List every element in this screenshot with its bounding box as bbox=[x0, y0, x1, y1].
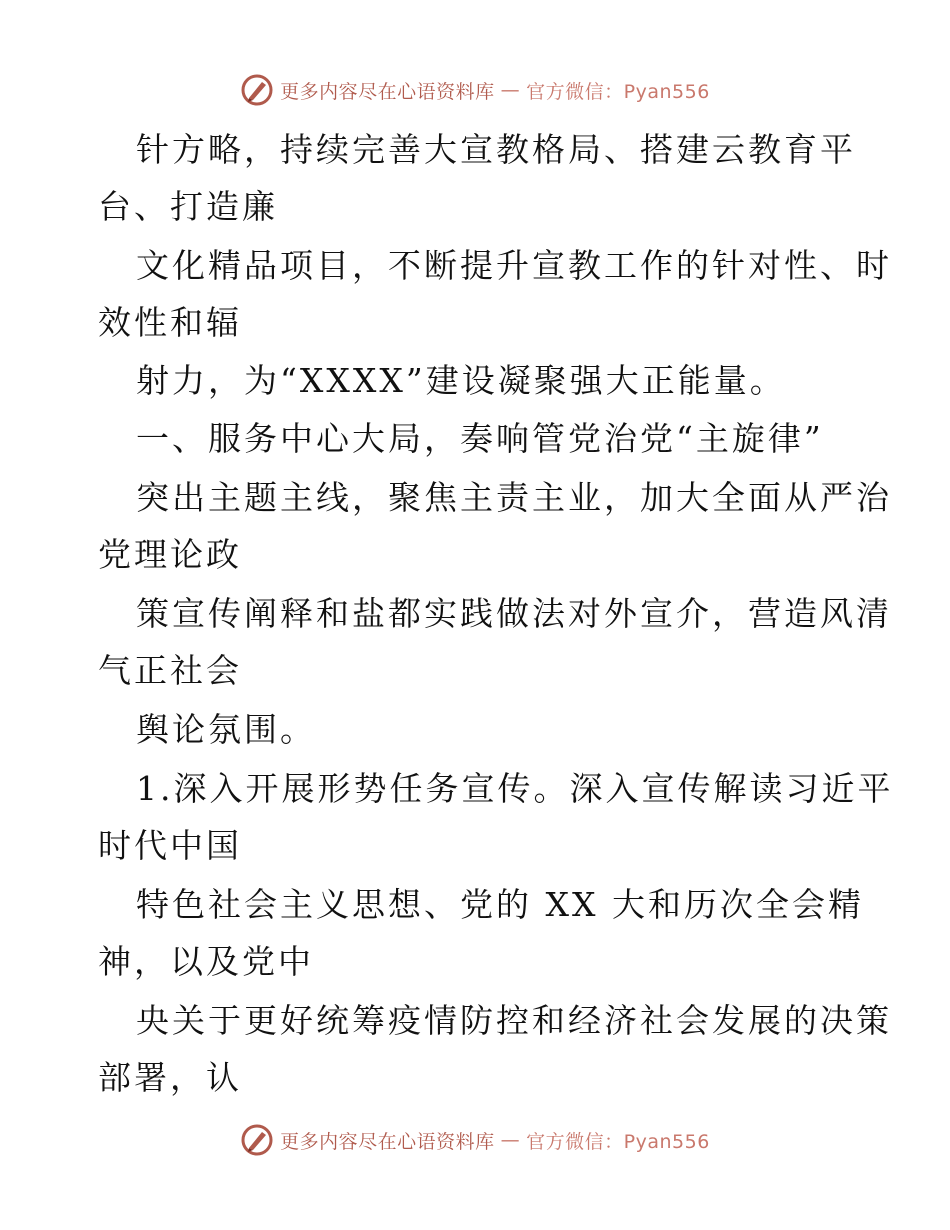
pen-circle-logo-icon bbox=[240, 1123, 274, 1157]
body-line: 射力，为“XXXX”建设凝聚强大正能量。 bbox=[136, 361, 786, 400]
watermark-wechat-text: 官方微信：Pyan556 bbox=[526, 1130, 710, 1153]
body-line: 舆论氛围。 bbox=[136, 710, 316, 749]
pen-circle-logo-icon bbox=[240, 73, 274, 107]
watermark-brand-text: 更多内容尽在心语资料库 bbox=[280, 1130, 495, 1153]
body-line: 神，以及党中 bbox=[98, 942, 314, 981]
body-line: 部署，认 bbox=[98, 1058, 242, 1097]
body-line: 针方略，持续完善大宣教格局、搭建云教育平 bbox=[136, 130, 856, 169]
body-line: 效性和辐 bbox=[98, 303, 242, 342]
watermark-brand-text: 更多内容尽在心语资料库 bbox=[280, 80, 495, 103]
body-line: 文化精品项目，不断提升宣教工作的针对性、时 bbox=[136, 246, 892, 285]
body-line: 1.深入开展形势任务宣传。深入宣传解读习近平 bbox=[136, 769, 894, 808]
section-heading: 一、服务中心大局，奏响管党治党“主旋律” bbox=[136, 419, 824, 458]
body-line: 特色社会主义思想、党的 XX 大和历次全会精 bbox=[136, 885, 864, 924]
body-line: 党理论政 bbox=[98, 535, 242, 574]
body-line: 台、打造廉 bbox=[98, 187, 278, 226]
footer-watermark bbox=[0, 1120, 950, 1160]
body-line: 突出主题主线，聚焦主责主业，加大全面从严治 bbox=[136, 478, 892, 517]
watermark-wechat-text: 官方微信：Pyan556 bbox=[526, 80, 710, 103]
body-line: 气正社会 bbox=[98, 651, 242, 690]
body-line: 时代中国 bbox=[98, 826, 242, 865]
body-line: 央关于更好统筹疫情防控和经济社会发展的决策 bbox=[136, 1001, 892, 1040]
watermark-separator: — bbox=[500, 79, 521, 101]
body-line: 策宣传阐释和盐都实践做法对外宣介，营造风清 bbox=[136, 594, 892, 633]
watermark-separator: — bbox=[500, 1129, 521, 1151]
header-watermark bbox=[0, 70, 950, 110]
